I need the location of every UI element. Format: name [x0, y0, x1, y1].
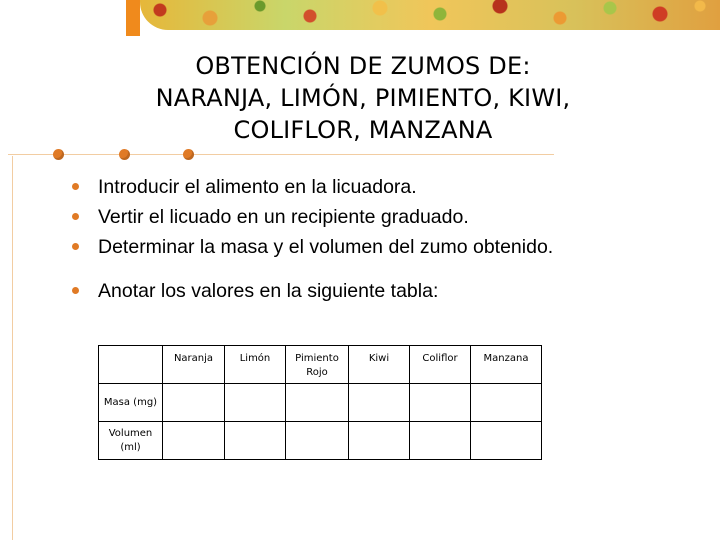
- table-cell[interactable]: [471, 422, 542, 460]
- bullet-icon: [72, 183, 79, 190]
- table-cell[interactable]: [163, 422, 225, 460]
- table-header-row: [99, 346, 542, 384]
- table-cell[interactable]: [349, 384, 410, 422]
- table-cell[interactable]: [163, 384, 225, 422]
- fruit-pattern-image: [140, 0, 720, 30]
- bullet-text: Vertir el licuado en un recipiente graduado.: [98, 206, 469, 228]
- instruction-list: [70, 172, 700, 306]
- table-cell[interactable]: [286, 422, 349, 460]
- table-cell[interactable]: [471, 384, 542, 422]
- vertical-rule: [12, 156, 13, 540]
- bullet-icon: [72, 287, 79, 294]
- column-header: Coliflor: [410, 346, 471, 384]
- column-header: Naranja: [163, 346, 225, 384]
- table-cell[interactable]: [225, 384, 286, 422]
- title-line: OBTENCIÓN DE ZUMOS DE:: [195, 52, 531, 80]
- table-corner-cell: [99, 346, 163, 384]
- bullet-text: Anotar los valores en la siguiente tabla:: [98, 280, 439, 302]
- bullet-text: Introducir el alimento en la licuadora.: [98, 176, 417, 198]
- table-cell[interactable]: [225, 422, 286, 460]
- table-cell[interactable]: [349, 422, 410, 460]
- table-cell[interactable]: [410, 422, 471, 460]
- rule-dot: [119, 149, 130, 160]
- values-table: [98, 345, 542, 460]
- list-item: [70, 202, 700, 232]
- list-item: [70, 172, 700, 202]
- title-line: NARANJA, LIMÓN, PIMIENTO, KIWI,: [155, 84, 571, 112]
- title-line: COLIFLOR, MANZANA: [233, 116, 493, 144]
- table-row: [99, 422, 542, 460]
- rule-dot: [53, 149, 64, 160]
- horizontal-rule: [8, 154, 554, 155]
- decorative-banner: [126, 0, 720, 36]
- bullet-icon: [72, 243, 79, 250]
- bullet-text: Determinar la masa y el volumen del zumo obtenido.: [98, 236, 554, 258]
- table-row: [99, 384, 542, 422]
- row-header: Masa (mg): [99, 384, 163, 422]
- table-cell[interactable]: [286, 384, 349, 422]
- slide-title: [20, 50, 706, 146]
- list-item: [70, 232, 700, 262]
- table-cell[interactable]: [410, 384, 471, 422]
- column-header: Kiwi: [349, 346, 410, 384]
- column-header: Limón: [225, 346, 286, 384]
- bullet-icon: [72, 213, 79, 220]
- banner-accent-bar: [126, 0, 140, 36]
- column-header: Manzana: [471, 346, 542, 384]
- rule-dot: [183, 149, 194, 160]
- column-header: Pimiento Rojo: [286, 346, 349, 384]
- row-header: Volumen (ml): [99, 422, 163, 460]
- list-item: [70, 276, 700, 306]
